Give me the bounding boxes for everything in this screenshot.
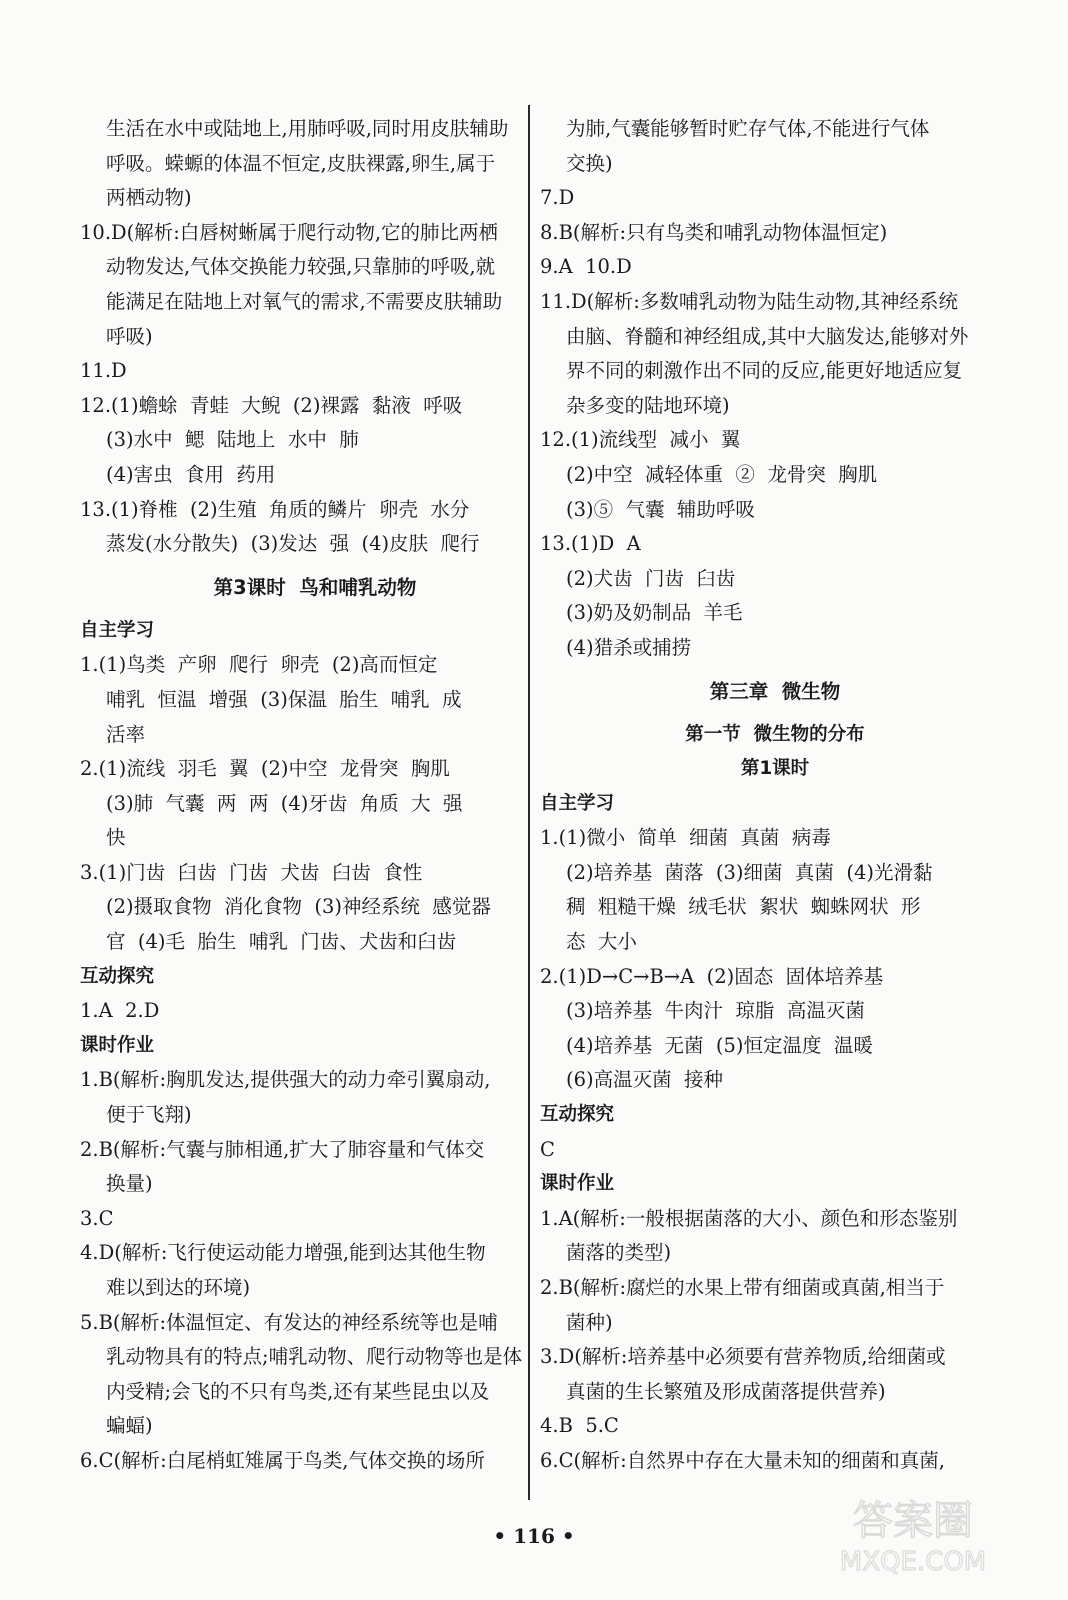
answer-line: (2)摄取食物 消化食物 (3)神经系统 感觉器 bbox=[106, 895, 491, 919]
answer-line: (4)培养基 无菌 (5)恒定温度 温暖 bbox=[566, 1033, 873, 1057]
answer-line: 11.D bbox=[80, 359, 127, 383]
subsection-label: 自主学习 bbox=[80, 619, 155, 641]
answer-line: 8.B(解析:只有鸟类和哺乳动物体温恒定) bbox=[540, 220, 888, 244]
answer-line: 难以到达的环境) bbox=[106, 1276, 251, 1299]
answer-line: (4)害虫 食用 药用 bbox=[106, 462, 276, 486]
watermark-logo bbox=[798, 1488, 1028, 1578]
answer-line: 稠 粗糙干燥 绒毛状 絮状 蜘蛛网状 形 bbox=[566, 895, 921, 919]
answer-line: 1.A 2.D bbox=[80, 999, 160, 1023]
answer-line: 2.(1)D→C→B→A (2)固态 固体培养基 bbox=[540, 964, 884, 988]
subsection-label: 互动探究 bbox=[80, 965, 155, 987]
answer-line: (3)⑤ 气囊 辅助呼吸 bbox=[566, 497, 755, 521]
answer-line: 官 (4)毛 胎生 哺乳 门齿、犬齿和臼齿 bbox=[106, 930, 457, 954]
answer-line: 12.(1)蟾蜍 青蛙 大鲵 (2)裸露 黏液 呼吸 bbox=[80, 393, 463, 417]
answer-line: 菌种) bbox=[566, 1310, 613, 1334]
subsection-label: 互动探究 bbox=[540, 1104, 615, 1126]
answer-line: 便于飞翔) bbox=[106, 1103, 192, 1127]
answer-line: 生活在水中或陆地上,用肺呼吸,同时用皮肤辅助 bbox=[106, 117, 509, 140]
section-heading: 第1课时 bbox=[740, 758, 810, 780]
answer-line: 交换) bbox=[566, 151, 613, 175]
watermark-bottom-text: MXQE.COM bbox=[839, 1547, 987, 1577]
answer-line: 12.(1)流线型 减小 翼 bbox=[540, 428, 741, 452]
subsection-label: 课时作业 bbox=[540, 1173, 615, 1195]
answer-line: 1.(1)微小 简单 细菌 真菌 病毒 bbox=[540, 826, 831, 850]
answer-line: 活率 bbox=[106, 722, 146, 746]
answer-line: 3.(1)门齿 臼齿 门齿 犬齿 臼齿 食性 bbox=[80, 860, 423, 884]
answer-line: 呼吸。蝾螈的体温不恒定,皮肤裸露,卵生,属于 bbox=[106, 151, 496, 175]
answer-line: 2.(1)流线 羽毛 翼 (2)中空 龙骨突 胸肌 bbox=[80, 757, 450, 781]
section-heading: 第3课时 鸟和哺乳动物 bbox=[213, 575, 417, 599]
answer-line: 13.(1)脊椎 (2)生殖 角质的鳞片 卵壳 水分 bbox=[80, 497, 470, 521]
answer-line: (4)猎杀或捕捞 bbox=[566, 635, 692, 659]
answer-line: 1.B(解析:胸肌发达,提供强大的动力牵引翼扇动, bbox=[80, 1068, 491, 1092]
answer-line: 3.C bbox=[80, 1206, 114, 1230]
answer-line: (2)中空 减轻体重 ② 龙骨突 胸肌 bbox=[566, 462, 878, 486]
answer-line: (6)高温灭菌 接种 bbox=[566, 1068, 724, 1092]
answer-line: 11.D(解析:多数哺乳动物为陆生动物,其神经系统 bbox=[540, 289, 959, 313]
column-divider bbox=[528, 105, 530, 1500]
answer-line: 3.D(解析:培养基中必须要有营养物质,给细菌或 bbox=[540, 1345, 946, 1369]
answer-line: 蝙蝠) bbox=[106, 1414, 153, 1438]
answer-line: (2)犬齿 门齿 臼齿 bbox=[566, 566, 736, 590]
answer-line: (3)培养基 牛肉汁 琼脂 高温灭菌 bbox=[566, 999, 865, 1023]
answer-line: 6.C(解析:白尾梢虹雉属于鸟类,气体交换的场所 bbox=[80, 1448, 485, 1472]
answer-line: 4.B 5.C bbox=[540, 1414, 619, 1438]
answer-line: 1.(1)鸟类 产卵 爬行 卵壳 (2)高而恒定 bbox=[80, 653, 438, 677]
answer-line: 界不同的刺激作出不同的反应,能更好地适应复 bbox=[566, 359, 963, 383]
right-column bbox=[540, 112, 1010, 1479]
section-heading: 第三章 微生物 bbox=[709, 679, 841, 703]
answer-line: 菌落的类型) bbox=[566, 1241, 672, 1265]
answer-line: 6.C(解析:自然界中存在大量未知的细菌和真菌, bbox=[540, 1448, 945, 1472]
answer-line: C bbox=[540, 1137, 555, 1161]
answer-line: 动物发达,气体交换能力较强,只靠肺的呼吸,就 bbox=[106, 255, 496, 279]
answer-line: 2.B(解析:腐烂的水果上带有细菌或真菌,相当于 bbox=[540, 1276, 945, 1299]
answer-line: 4.D(解析:飞行使运动能力增强,能到达其他生物 bbox=[80, 1241, 486, 1265]
answer-line: 换量) bbox=[106, 1172, 153, 1196]
answer-line: 两栖动物) bbox=[106, 186, 192, 210]
answer-line: 快 bbox=[106, 826, 126, 850]
answer-line: 7.D bbox=[540, 186, 575, 210]
answer-line: 真菌的生长繁殖及形成菌落提供营养) bbox=[566, 1379, 886, 1403]
answer-line: 10.D(解析:白唇树蜥属于爬行动物,它的肺比两栖 bbox=[80, 220, 499, 244]
answer-line: 能满足在陆地上对氧气的需求,不需要皮肤辅助 bbox=[106, 289, 503, 313]
answer-line: 由脑、脊髓和神经组成,其中大脑发达,能够对外 bbox=[566, 324, 969, 348]
answer-line: 内受精;会飞的不只有鸟类,还有某些昆虫以及 bbox=[106, 1379, 490, 1403]
answer-line: 为肺,气囊能够暂时贮存气体,不能进行气体 bbox=[566, 117, 930, 140]
answer-line: (3)水中 鳃 陆地上 水中 肺 bbox=[106, 428, 359, 452]
answer-line: 2.B(解析:气囊与肺相通,扩大了肺容量和气体交 bbox=[80, 1137, 485, 1161]
answer-line: 蒸发(水分散失) (3)发达 强 (4)皮肤 爬行 bbox=[106, 532, 480, 556]
answer-line: (3)奶及奶制品 羊毛 bbox=[566, 601, 743, 625]
watermark-top-text: 答案圈 bbox=[853, 1498, 973, 1544]
answer-line: 1.A(解析:一般根据菌落的大小、颜色和形态鉴别 bbox=[540, 1206, 958, 1230]
left-column bbox=[80, 112, 550, 1479]
answer-line: 5.B(解析:体温恒定、有发达的神经系统等也是哺 bbox=[80, 1310, 498, 1334]
answer-line: 呼吸) bbox=[106, 324, 153, 348]
subsection-label: 课时作业 bbox=[80, 1034, 155, 1056]
answer-line: 杂多变的陆地环境) bbox=[566, 393, 730, 417]
answer-line: (2)培养基 菌落 (3)细菌 真菌 (4)光滑黏 bbox=[566, 860, 933, 884]
answer-line: 9.A 10.D bbox=[540, 255, 632, 279]
subsection-label: 自主学习 bbox=[540, 792, 615, 814]
answer-line: (3)肺 气囊 两 两 (4)牙齿 角质 大 强 bbox=[106, 791, 463, 815]
page-number: • 116 • bbox=[493, 1524, 575, 1548]
answer-line: 哺乳 恒温 增强 (3)保温 胎生 哺乳 成 bbox=[106, 687, 462, 711]
section-heading: 第一节 微生物的分布 bbox=[685, 723, 865, 745]
answer-line: 态 大小 bbox=[566, 930, 637, 954]
answer-line: 乳动物具有的特点;哺乳动物、爬行动物等也是体 bbox=[106, 1345, 523, 1369]
answer-line: 13.(1)D A bbox=[540, 532, 641, 556]
